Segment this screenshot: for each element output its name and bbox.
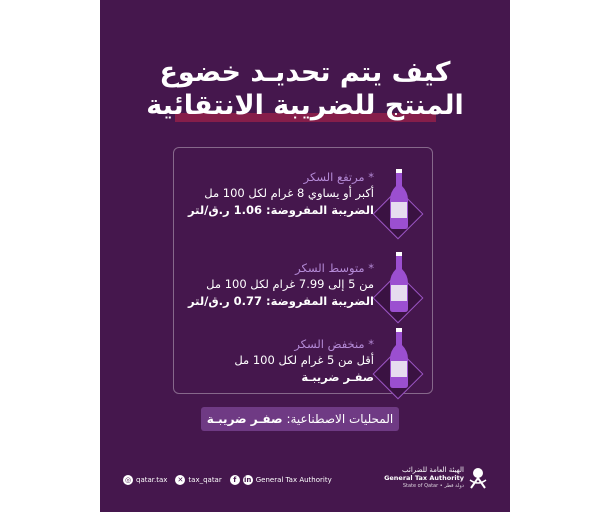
category-description: أقل من 5 غرام لكل 100 مل [234, 353, 374, 367]
x-icon: ✕ [175, 475, 185, 485]
authority-logo [384, 466, 488, 490]
logo-english: General Tax Authority [384, 474, 464, 482]
social-links [123, 474, 332, 486]
category-tax: صفـر ضريبـة [301, 370, 374, 384]
logo-arabic: الهيئة العامة للضرائب [402, 466, 464, 474]
logo-text [384, 466, 464, 490]
poster [100, 0, 510, 512]
category-description: أكبر أو يساوي 8 غرام لكل 100 مل [204, 186, 374, 200]
category-medium-sugar [164, 260, 374, 310]
instagram-link[interactable] [123, 474, 167, 486]
title-line-1: كيف يتم تحديـد خضوع [159, 57, 451, 88]
instagram-handle: qatar.tax [136, 476, 168, 484]
instagram-icon: ◎ [124, 476, 132, 484]
category-label: * منخفض السكر [294, 337, 374, 351]
sweeteners-pill [201, 407, 399, 431]
facebook-linkedin-handle: General Tax Authority [255, 476, 332, 484]
title-line-2-text: المنتج للضريبة الانتقائية [146, 90, 464, 121]
category-tax: الضريبة المفروضة: 0.77 ر.ق/لتر [188, 294, 374, 308]
linkedin-icon: in [244, 476, 252, 484]
x-handle: tax_qatar [188, 476, 222, 484]
sweeteners-label: المحليات الاصطناعية: [286, 412, 394, 426]
category-label: * متوسط السكر [295, 261, 374, 275]
sweeteners-value: صفـر ضريبـة [206, 412, 283, 426]
category-tax: الضريبة المفروضة: 1.06 ر.ق/لتر [188, 203, 374, 217]
category-label: * مرتفع السكر [303, 170, 374, 184]
logo-subtitle: State of Qatar • دولة قطر [402, 483, 464, 489]
category-description: من 5 إلى 7.99 غرام لكل 100 مل [206, 277, 374, 291]
facebook-linkedin-link[interactable] [230, 474, 332, 486]
title-line-2 [100, 90, 510, 122]
emblem-icon [468, 466, 488, 490]
category-low-sugar [164, 336, 374, 386]
bottle-icon [386, 168, 412, 230]
bottle-icon [386, 251, 412, 313]
bottle-icon [386, 327, 412, 389]
categories-card [173, 147, 433, 394]
x-link[interactable] [175, 474, 221, 486]
category-high-sugar [164, 169, 374, 219]
facebook-icon: f [230, 475, 240, 485]
